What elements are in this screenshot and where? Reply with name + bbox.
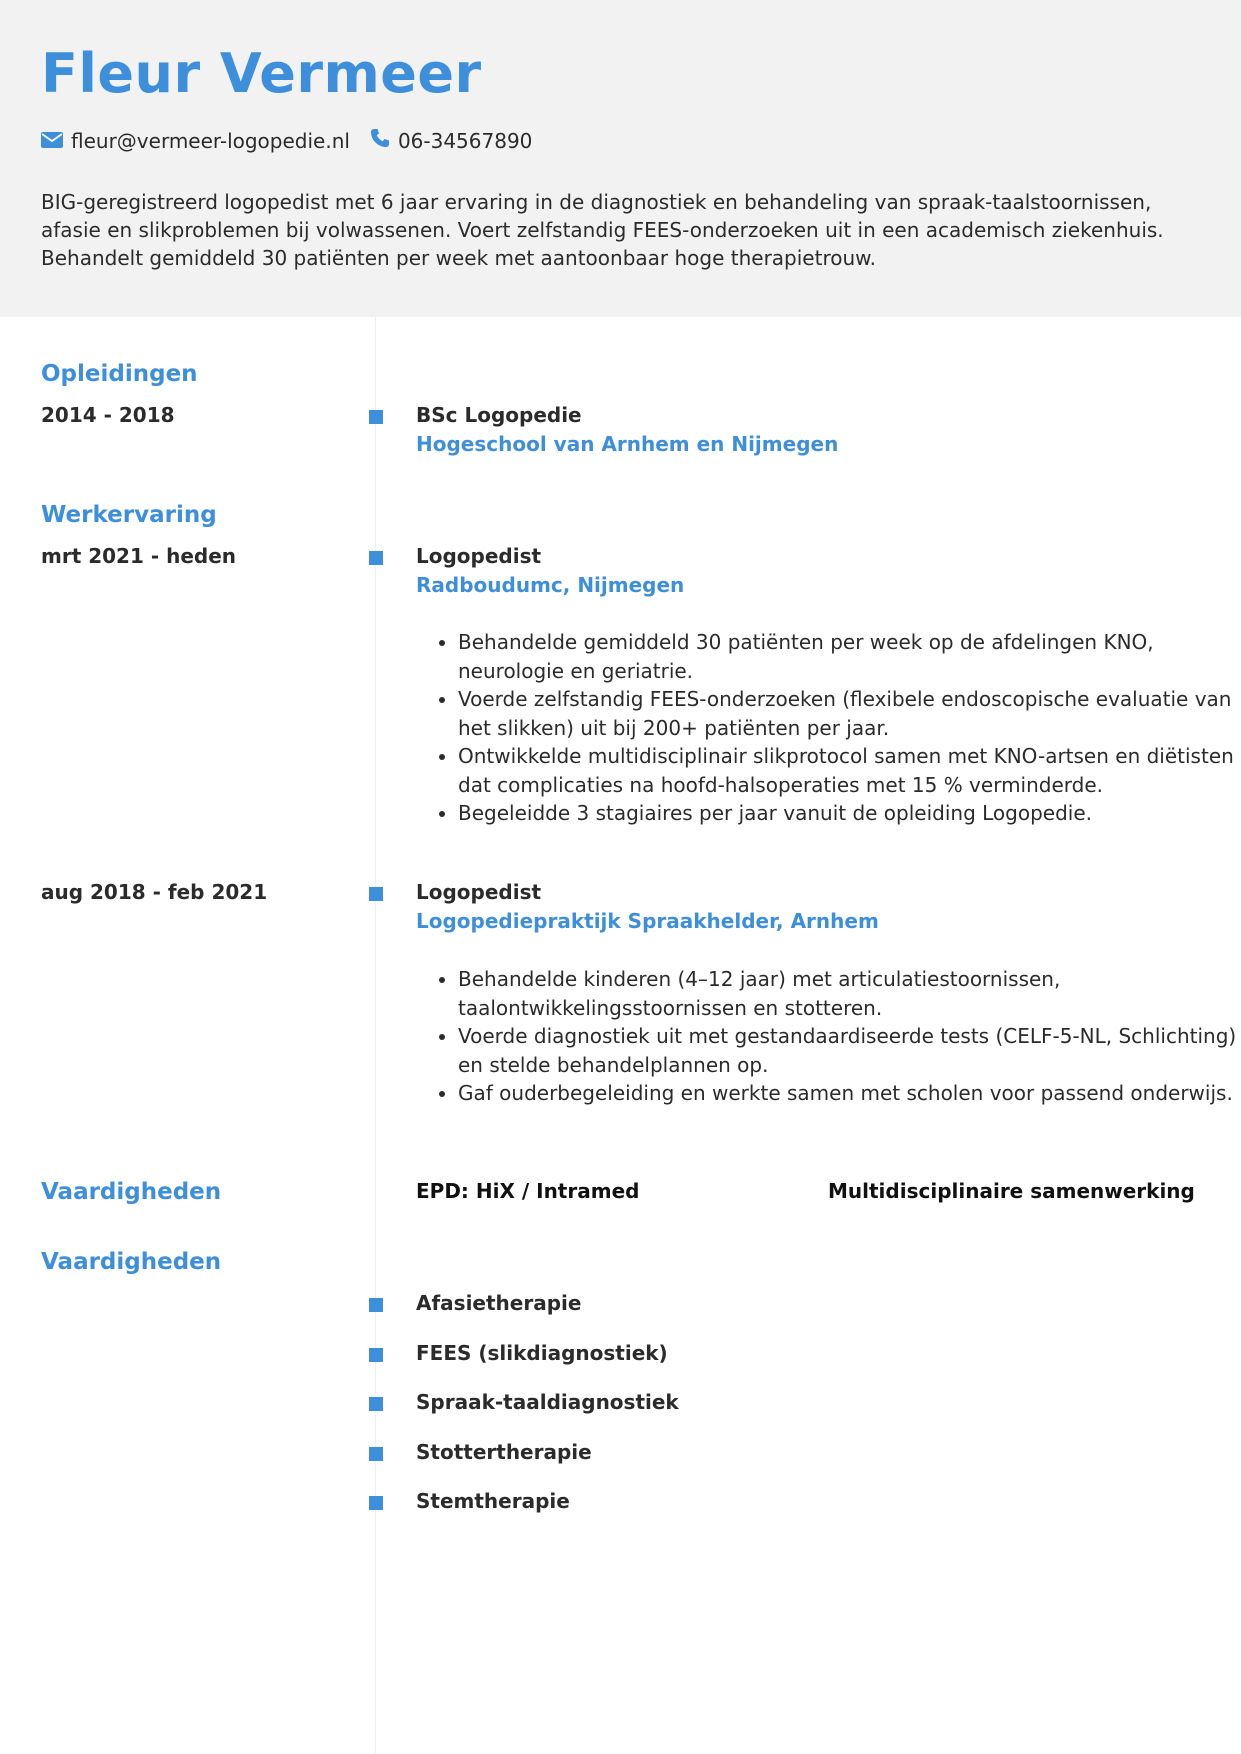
skill-item: Afasietherapie [416, 1291, 582, 1315]
timeline-marker [369, 551, 383, 565]
email-address[interactable]: fleur@vermeer-logopedie.nl [71, 128, 350, 153]
section-title-experience: Werkervaring [41, 502, 217, 528]
email-contact[interactable] [41, 129, 350, 153]
skill-item: Spraak-taaldiagnostiek [416, 1390, 679, 1414]
timeline-marker [369, 1348, 383, 1362]
skill-item: Stottertherapie [416, 1440, 592, 1464]
experience-date: mrt 2021 - heden [41, 544, 237, 568]
skill-item: Multidisciplinaire samenwerking [828, 1179, 1195, 1203]
profile-summary: BIG-geregistreerd logopedist met 6 jaar ervaring in de diagnostiek en behandeling van spraak-taalstoornissen, afasie en slikproblemen bij volwassenen. Voert zelfstandig FEES-onderzoeken uit in een academisch ziekenhuis. Behandelt gemiddeld 30 patiënten per week met aantoonbaar hoge therapietrouw. [41, 190, 1164, 270]
phone-icon [370, 128, 398, 153]
experience-role: Logopedist [416, 880, 542, 904]
experience-bullets [416, 965, 1241, 1108]
section-title-education: Opleidingen [41, 361, 198, 387]
skill-item: Stemtherapie [416, 1489, 570, 1513]
experience-org: Radboudumc, Nijmegen [416, 573, 685, 597]
timeline-divider [375, 317, 376, 1754]
phone-number[interactable]: 06-34567890 [397, 128, 533, 153]
skill-item: FEES (slikdiagnostiek) [416, 1341, 668, 1365]
skill-item: EPD: HiX / Intramed [416, 1179, 640, 1203]
section-title-skills-list: Vaardigheden [41, 1249, 222, 1275]
experience-bullets [416, 628, 1241, 828]
list-item: • Ontwikkelde multidisciplinair slikprotocol samen met KNO-artsen en diëtisten dat complicaties na hoofd-halsoperaties met 15 % verminderde. [458, 742, 1241, 799]
timeline-marker [369, 410, 383, 424]
education-degree: BSc Logopedie [416, 403, 582, 427]
timeline-marker [369, 1496, 383, 1510]
list-item: • Voerde zelfstandig FEES-onderzoeken (flexibele endoscopische evaluatie van het slikken) uit bij 200+ patiënten per jaar. [458, 685, 1241, 742]
list-item: • Behandelde gemiddeld 30 patiënten per week op de afdelingen KNO, neurologie en geriatrie. [458, 628, 1241, 685]
timeline-marker [369, 1447, 383, 1461]
timeline-marker [369, 1397, 383, 1411]
timeline-marker [369, 887, 383, 901]
list-item: • Gaf ouderbegeleiding en werkte samen met scholen voor passend onderwijs. [458, 1079, 1241, 1108]
list-item: • Voerde diagnostiek uit met gestandaardiseerde tests (CELF-5-NL, Schlichting) en stelde behandelplannen op. [458, 1022, 1241, 1079]
education-school: Hogeschool van Arnhem en Nijmegen [416, 432, 839, 456]
contact-row [41, 128, 552, 153]
list-item: • Begeleidde 3 stagiaires per jaar vanuit de opleiding Logopedie. [458, 799, 1241, 828]
timeline-marker [369, 1298, 383, 1312]
experience-org: Logopediepraktijk Spraakhelder, Arnhem [416, 909, 879, 933]
education-date: 2014 - 2018 [41, 403, 175, 427]
list-item: • Behandelde kinderen (4–12 jaar) met articulatiestoornissen, taalontwikkelingsstoornissen en stotteren. [458, 965, 1241, 1022]
section-title-skills: Vaardigheden [41, 1179, 222, 1205]
header-panel [0, 0, 1241, 317]
experience-date: aug 2018 - feb 2021 [41, 880, 268, 904]
phone-contact[interactable] [370, 128, 532, 153]
envelope-icon [41, 129, 71, 153]
experience-role: Logopedist [416, 544, 542, 568]
candidate-name: Fleur Vermeer [41, 42, 482, 105]
